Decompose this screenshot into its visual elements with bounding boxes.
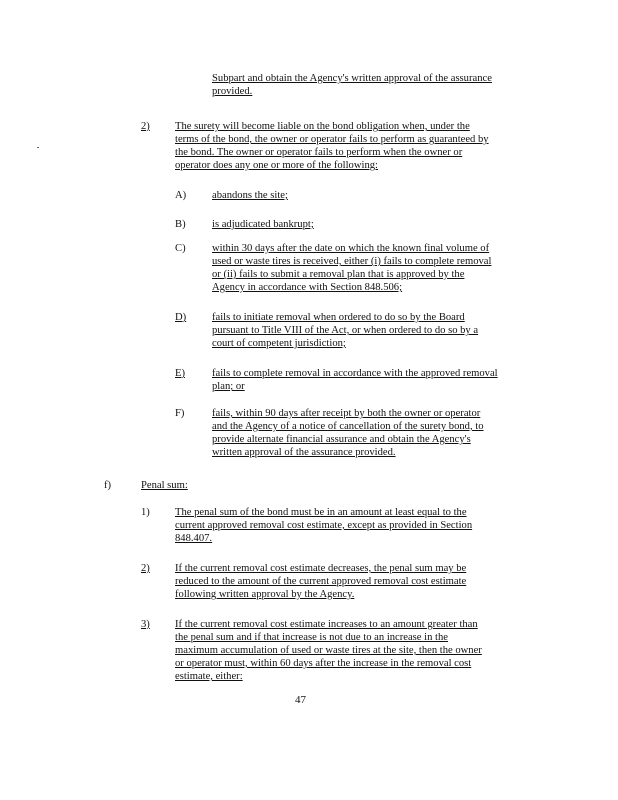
item-2a-line: abandons the site; [212, 190, 288, 201]
section-f-item-2-line: following written approval by the Agency. [175, 589, 355, 600]
item-2c-line: used or waste tires is received, either (i) fails to complete removal [212, 256, 492, 267]
scan-mark [37, 147, 39, 148]
item-2c-label: C) [175, 243, 186, 254]
section-f-item-2-line: reduced to the amount of the current approved removal cost estimate [175, 576, 467, 587]
section-f-heading: Penal sum: [141, 480, 188, 491]
item-2f-line: and the Agency of a notice of cancellation of the surety bond, to [212, 421, 484, 432]
item-2e-line: fails to complete removal in accordance with the approved removal [212, 368, 498, 379]
section-f-item-1-label: 1) [141, 507, 150, 518]
item-2-line: terms of the bond, the owner or operator fails to perform as guaranteed by [175, 134, 489, 145]
item-2f-label: F) [175, 408, 185, 419]
item-2c-line: Agency in accordance with Section 848.506; [212, 282, 403, 293]
section-f-item-3-line: If the current removal cost estimate increases to an amount greater than [175, 619, 478, 630]
section-f-item-1-line: 848.407. [175, 533, 213, 544]
item-2f-line: written approval of the assurance provided. [212, 447, 396, 458]
item-2d-line: court of competent jurisdiction; [212, 338, 346, 349]
page-number: 47 [295, 694, 306, 706]
item-2-line: the bond. The owner or operator fails to perform when the owner or [175, 147, 463, 158]
item-2-line: operator does any one or more of the following: [175, 160, 378, 171]
item-2a-label: A) [175, 190, 187, 201]
item-2f-line: provide alternate financial assurance and obtain the Agency's [212, 434, 471, 445]
top-paragraph-line: provided. [212, 86, 253, 97]
section-f-item-1-line: The penal sum of the bond must be in an amount at least equal to the [175, 507, 467, 518]
section-f-item-3-line: the penal sum and if that increase is not due to an increase in the [175, 632, 448, 643]
item-2d-line: pursuant to Title VIII of the Act, or when ordered to do so by a [212, 325, 479, 336]
top-paragraph-line: Subpart and obtain the Agency's written approval of the assurance [212, 73, 492, 84]
section-f-item-3-line: maximum accumulation of used or waste tires at the site, then the owner [175, 645, 482, 656]
section-f-item-3-label: 3) [141, 619, 150, 630]
section-f-label: f) [104, 480, 112, 491]
item-2f-line: fails, within 90 days after receipt by both the owner or operator [212, 408, 481, 419]
item-2d-label: D) [175, 312, 187, 323]
item-2e-line: plan; or [212, 381, 245, 392]
section-f-item-2-label: 2) [141, 563, 150, 574]
item-2b-line: is adjudicated bankrupt; [212, 219, 314, 230]
section-f-item-1-line: current approved removal cost estimate, except as provided in Section [175, 520, 473, 531]
item-2d-line: fails to initiate removal when ordered to do so by the Board [212, 312, 465, 323]
item-2c-line: or (ii) fails to submit a removal plan that is approved by the [212, 269, 465, 280]
item-2c-line: within 30 days after the date on which the known final volume of [212, 243, 490, 254]
item-2e-label: E) [175, 368, 185, 379]
item-2b-label: B) [175, 219, 186, 230]
item-2-label: 2) [141, 121, 150, 132]
item-2-line: The surety will become liable on the bond obligation when, under the [175, 121, 470, 132]
section-f-item-3-line: or operator must, within 60 days after the increase in the removal cost [175, 658, 472, 669]
section-f-item-2-line: If the current removal cost estimate decreases, the penal sum may be [175, 563, 467, 574]
section-f-item-3-line: estimate, either: [175, 671, 243, 682]
